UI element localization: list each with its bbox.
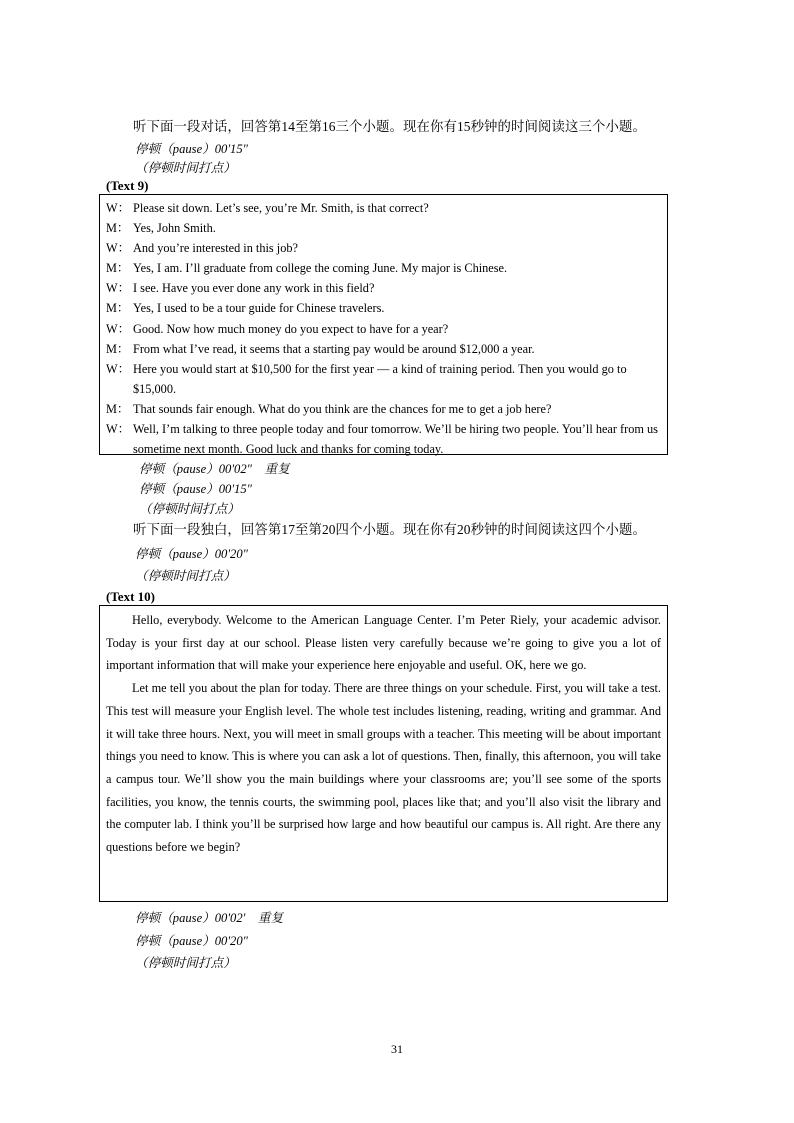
speaker: W： <box>106 201 130 215</box>
text9-pause: 停顿（pause）00'15" <box>139 482 252 496</box>
speaker: M： <box>106 341 130 356</box>
dialogue-line <box>106 218 661 238</box>
section2-instruction: 听下面一段独白，回答第17至第20四个小题。现在你有20秒钟的时间阅读这四个小题。 <box>133 522 646 537</box>
page-number: 31 <box>391 1042 403 1056</box>
speaker: M： <box>106 301 130 316</box>
utterance: Here you would start at $10,500 for the first year — a kind of training period. Then you would go to $15,000. <box>133 361 627 396</box>
section1-pause: 停顿（pause）00'15" <box>135 142 248 156</box>
text10-timing: （停顿时间打点） <box>135 956 236 970</box>
section1-instruction: 听下面一段对话，回答第14至第16三个小题。现在你有15秒钟的时间阅读这三个小题。 <box>133 119 646 134</box>
utterance: Yes, I used to be a tour guide for Chinese travelers. <box>133 301 385 316</box>
section1-timing: （停顿时间打点） <box>135 161 236 175</box>
utterance: Well, I’m talking to three people today and four tomorrow. We’ll be hiring two people. You’ll hear from us sometime next month. Good luck and thanks for coming today. <box>133 422 658 457</box>
text10-pause: 停顿（pause）00'20" <box>135 934 248 948</box>
dialogue-line <box>106 319 661 339</box>
utterance: Yes, John Smith. <box>133 221 216 236</box>
monologue-paragraph: Hello, everybody. Welcome to the American Language Center. I’m Peter Riely, your academic advisor. Today is your first day at our school. Please listen very carefully because we’re going to give you a lot of important information that will make your experience here enjoyable and useful. OK, here we go. <box>106 613 661 673</box>
dialogue-line <box>106 419 661 459</box>
dialogue-line <box>106 258 661 278</box>
utterance: Good. Now how much money do you expect to have for a year? <box>133 321 449 336</box>
text9-label: (Text 9) <box>106 178 149 193</box>
speaker: M： <box>106 221 130 236</box>
speaker: W： <box>106 281 130 296</box>
dialogue-line <box>106 238 661 258</box>
speaker: W： <box>106 361 130 376</box>
dialogue-line <box>106 339 661 359</box>
text9-pause-repeat: 停顿（pause）00'02" 重复 <box>139 462 290 476</box>
utterance: That sounds fair enough. What do you think are the chances for me to get a job here? <box>133 401 552 416</box>
dialogue-line <box>106 198 661 218</box>
speaker: M： <box>106 401 130 416</box>
text10-monologue-box <box>99 605 668 902</box>
utterance: I see. Have you ever done any work in this field? <box>133 281 375 296</box>
text9-dialogue-box <box>99 194 668 455</box>
section2-pause: 停顿（pause）00'20" <box>135 547 248 561</box>
text10-pause-repeat: 停顿（pause）00'02' 重复 <box>135 911 284 925</box>
monologue-paragraph: Let me tell you about the plan for today. There are three things on your schedule. First, you will take a test. This test will measure your English level. The whole test includes listening, reading, writing and grammar. And it will take three hours. Next, you will meet in small groups with a teacher. This meeting will be about important things you need to know. This is where you can ask a lot of questions. Then, finally, this afternoon, you will take a campus tour. We’ll show you the main buildings where your classrooms are; you’ll see some of the sports facilities, you know, the tennis courts, the swimming pool, places like that; and you’ll also visit the library and the computer lab. I think you’ll be surprised how large and how beautiful our campus is. All right. Are there any questions before we begin? <box>106 681 661 855</box>
text10-label: (Text 10) <box>106 589 155 604</box>
text9-timing: （停顿时间打点） <box>139 502 240 516</box>
dialogue-line <box>106 359 661 399</box>
utterance: And you’re interested in this job? <box>133 241 298 256</box>
speaker: M： <box>106 261 130 276</box>
dialogue-line <box>106 399 661 419</box>
speaker: W： <box>106 241 130 256</box>
utterance: Yes, I am. I’ll graduate from college the coming June. My major is Chinese. <box>133 261 508 276</box>
utterance: From what I’ve read, it seems that a starting pay would be around $12,000 a year. <box>133 341 535 356</box>
utterance: Please sit down. Let’s see, you’re Mr. Smith, is that correct? <box>133 201 429 215</box>
dialogue-line <box>106 298 661 318</box>
section2-timing: （停顿时间打点） <box>135 569 236 583</box>
speaker: W： <box>106 321 130 336</box>
speaker: W： <box>106 422 130 437</box>
dialogue-line <box>106 278 661 298</box>
